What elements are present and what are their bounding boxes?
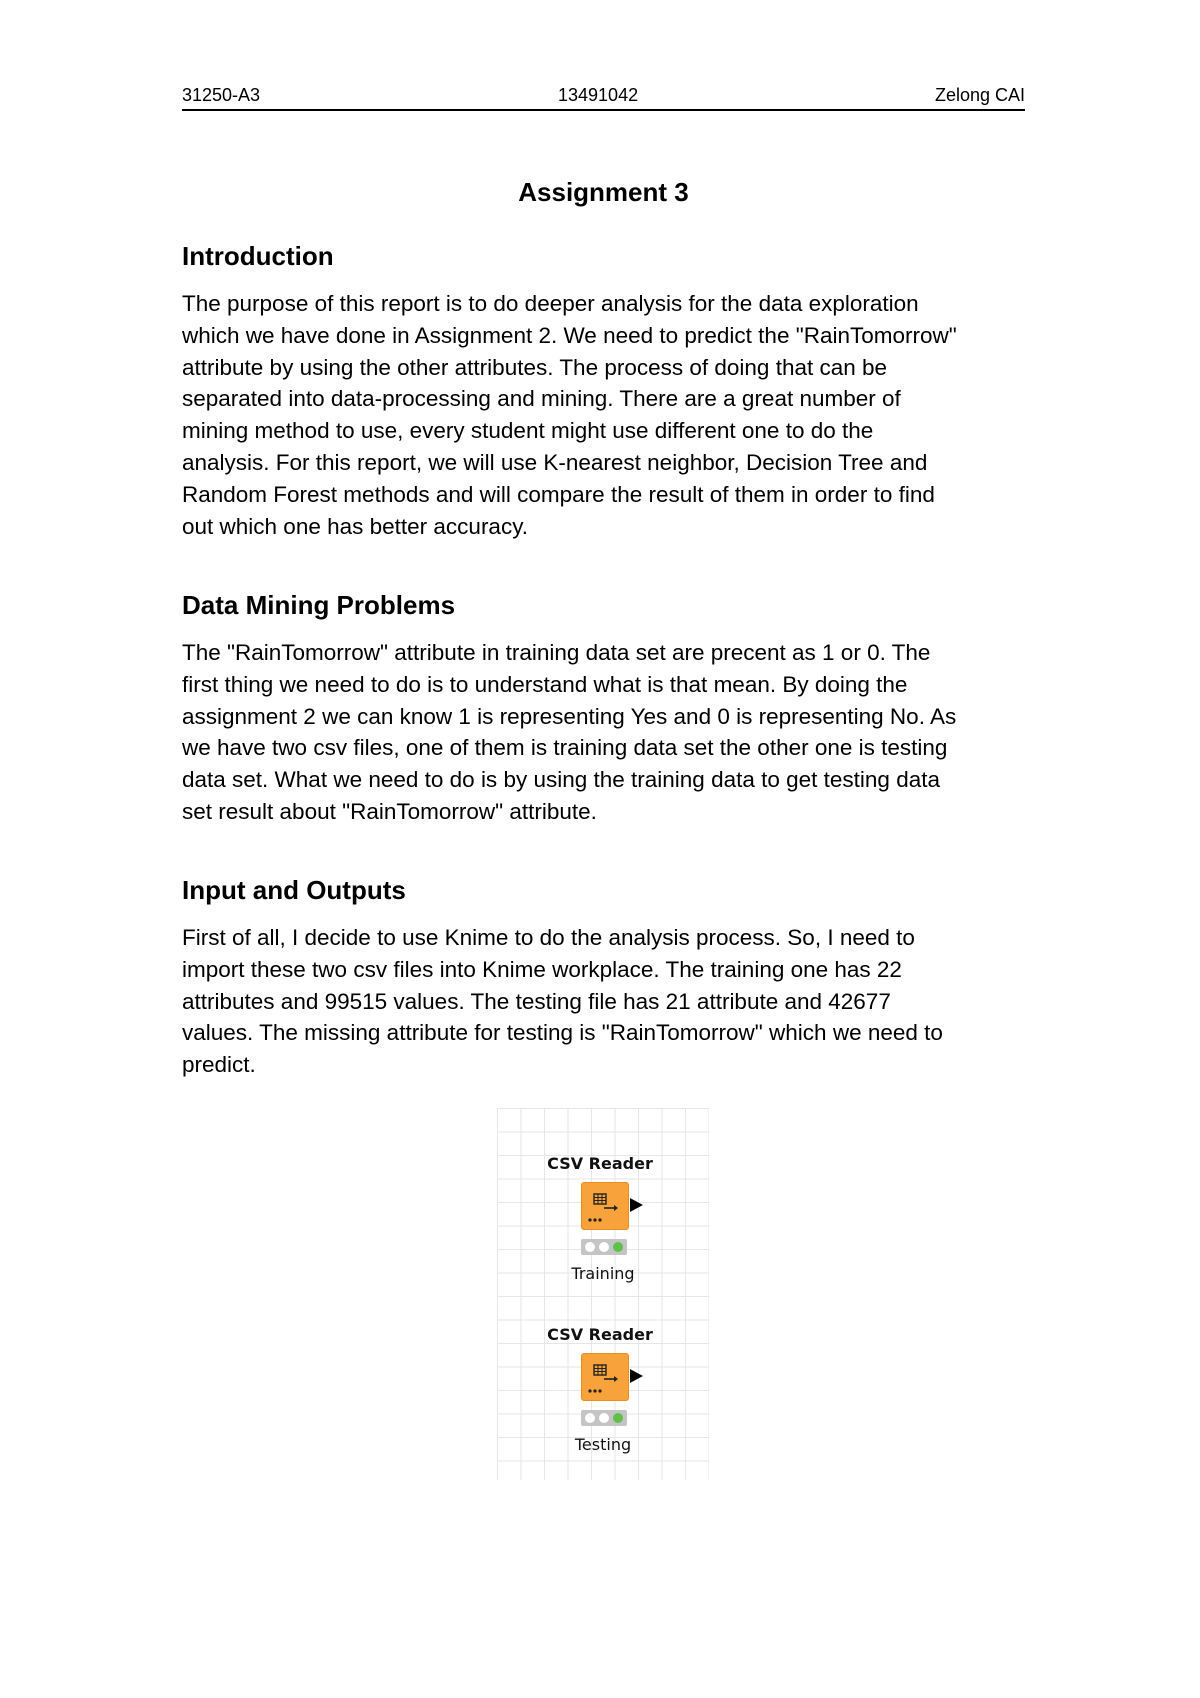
paragraph-line: The purpose of this report is to do deeper analysis for the data exploration bbox=[182, 291, 919, 316]
paragraph-line: values. The missing attribute for testing is "RainTomorrow" which we need to bbox=[182, 1020, 943, 1046]
paragraph-line: assignment 2 we can know 1 is representing Yes and 0 is representing No. As bbox=[182, 703, 957, 729]
header-author-name: Zelong CAI bbox=[934, 85, 1025, 105]
knime-workflow-canvas bbox=[497, 1108, 709, 1480]
paragraph-line: First of all, I decide to use Knime to do the analysis process. So, I need to bbox=[182, 925, 915, 950]
csv-reader-icon[interactable] bbox=[581, 1182, 629, 1230]
node-title: CSV Reader bbox=[547, 1325, 653, 1344]
node-label: Testing bbox=[574, 1435, 632, 1454]
status-dot-icon bbox=[585, 1413, 595, 1423]
paragraph-line: predict. bbox=[182, 1052, 256, 1078]
csv-reader-icon[interactable] bbox=[581, 1353, 629, 1401]
paragraph-line: Random Forest methods and will compare the result of them in order to find bbox=[182, 481, 935, 507]
status-green-dot-icon bbox=[613, 1413, 623, 1423]
node-status-traffic-light bbox=[581, 1239, 627, 1255]
section-paragraph-introduction bbox=[182, 288, 1025, 542]
paragraph-line: data set. What we need to do is by using the training data to get testing data bbox=[182, 767, 940, 793]
paragraph-line: analysis. For this report, we will use K-nearest neighbor, Decision Tree and bbox=[182, 449, 928, 475]
status-dot-icon bbox=[585, 1242, 595, 1252]
paragraph-line: attribute by using the other attributes. The process of doing that can be bbox=[182, 354, 888, 380]
page-header bbox=[182, 84, 1025, 111]
paragraph-line: we have two csv files, one of them is training data set the other one is testing bbox=[182, 735, 948, 761]
node-status-traffic-light bbox=[581, 1410, 627, 1426]
section-paragraph-input-and-outputs bbox=[182, 922, 1025, 1081]
header-course-code: 31250-A3 bbox=[182, 85, 261, 105]
document-title: Assignment 3 bbox=[518, 177, 689, 207]
node-title: CSV Reader bbox=[547, 1154, 653, 1173]
paragraph-line: first thing we need to do is to understand what is that mean. By doing the bbox=[182, 671, 908, 697]
section-heading-introduction: Introduction bbox=[182, 241, 334, 271]
csv-reader-node-training[interactable] bbox=[497, 1154, 709, 1294]
paragraph-line: set result about "RainTomorrow" attribute. bbox=[182, 798, 597, 824]
paragraph-line: attributes and 99515 values. The testing file has 21 attribute and 42677 bbox=[182, 988, 891, 1014]
output-port-icon[interactable] bbox=[630, 1369, 643, 1383]
paragraph-line: mining method to use, every student might use different one to do the bbox=[182, 418, 874, 444]
section-paragraph-data-mining-problems bbox=[182, 637, 1025, 828]
paragraph-line: import these two csv files into Knime workplace. The training one has 22 bbox=[182, 956, 902, 982]
section-heading-data-mining-problems: Data Mining Problems bbox=[182, 590, 456, 620]
header-student-id: 13491042 bbox=[558, 85, 639, 105]
node-label: Training bbox=[571, 1264, 635, 1283]
section-heading-input-and-outputs: Input and Outputs bbox=[182, 875, 406, 905]
paragraph-line: which we have done in Assignment 2. We need to predict the "RainTomorrow" bbox=[182, 322, 957, 348]
output-port-icon[interactable] bbox=[630, 1198, 643, 1212]
paragraph-line: The "RainTomorrow" attribute in training data set are precent as 1 or 0. The bbox=[182, 640, 931, 665]
paragraph-line: separated into data-processing and mining. There are a great number of bbox=[182, 386, 901, 412]
status-green-dot-icon bbox=[613, 1242, 623, 1252]
status-dot-icon bbox=[599, 1413, 609, 1423]
status-dot-icon bbox=[599, 1242, 609, 1252]
paragraph-line: out which one has better accuracy. bbox=[182, 513, 529, 539]
csv-reader-node-testing[interactable] bbox=[497, 1325, 709, 1465]
